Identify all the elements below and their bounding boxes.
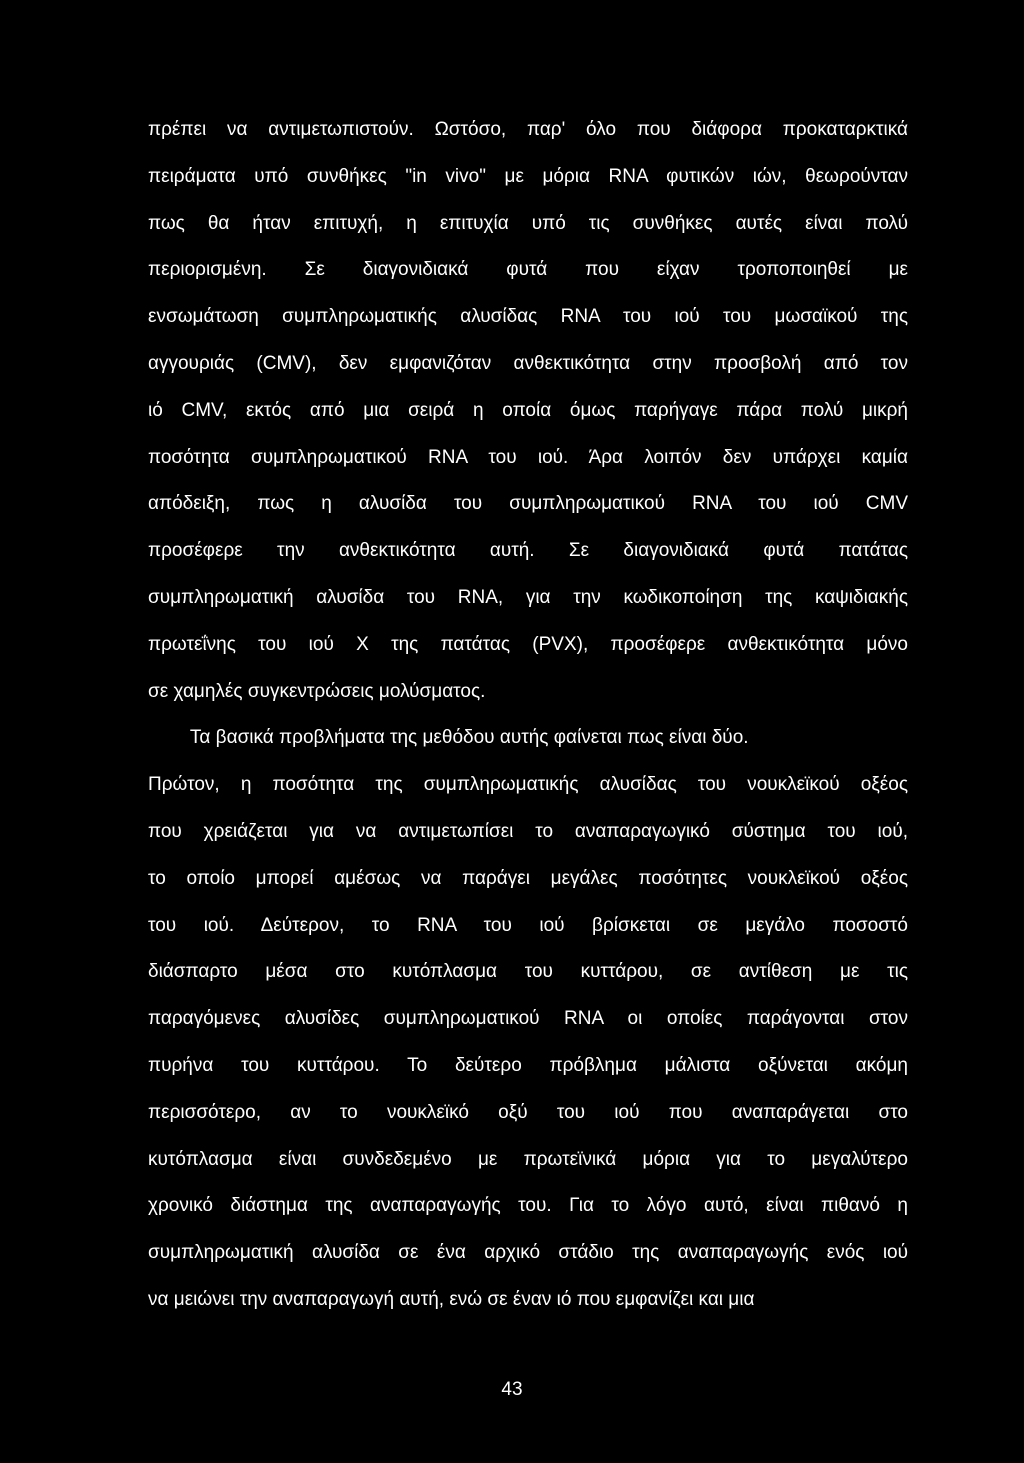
text-line: πειράματα υπό συνθήκες "in vivo" με μόρια RNA φυτικών ιών, θεωρούνταν (148, 165, 908, 187)
text-line: περισσότερο, αν το νουκλεϊκό οξύ του ιού που αναπαράγεται στο (148, 1101, 908, 1123)
text-line: πυρήνα του κυττάρου. Το δεύτερο πρόβλημα μάλιστα οξύνεται ακόμη (148, 1054, 908, 1076)
text-line: σε χαμηλές συγκεντρώσεις μολύσματος. (148, 680, 486, 702)
text-line: πως θα ήταν επιτυχή, η επιτυχία υπό τις συνθήκες αυτές είναι πολύ (148, 212, 908, 234)
text-line: Πρώτον, η ποσότητα της συμπληρωματικής αλυσίδας του νουκλεϊκού οξέος (148, 774, 908, 796)
text-line: διάσπαρτο μέσα στο κυτόπλασμα του κυττάρου, σε αντίθεση με τις (148, 961, 908, 983)
page-number: 43 (501, 1379, 523, 1400)
text-line: συμπληρωματική αλυσίδα του RNA, για την κωδικοποίηση της καψιδιακής (148, 586, 908, 608)
text-line: ποσότητα συμπληρωματικού RNA του ιού. Άρα λοιπόν δεν υπάρχει καμία (148, 446, 908, 468)
text-line: Τα βασικά προβλήματα της μεθόδου αυτής φαίνεται πως είναι δύο. (148, 727, 749, 749)
text-line: παραγόμενες αλυσίδες συμπληρωματικού RNA οι οποίες παράγονται στον (148, 1008, 908, 1030)
body-text (148, 113, 908, 1330)
text-line: το οποίο μπορεί αμέσως να παράγει μεγάλες ποσότητες νουκλεϊκού οξέος (148, 867, 908, 889)
text-line: απόδειξη, πως η αλυσίδα του συμπληρωματικού RNA του ιού CMV (148, 493, 908, 515)
text-line: χρονικό διάστημα της αναπαραγωγής του. Για το λόγο αυτό, είναι πιθανό η (148, 1195, 908, 1217)
text-line: προσέφερε την ανθεκτικότητα αυτή. Σε διαγονιδιακά φυτά πατάτας (148, 540, 908, 562)
text-line: πρωτεΐνης του ιού Χ της πατάτας (PVX), προσέφερε ανθεκτικότητα μόνο (148, 633, 908, 655)
text-line: συμπληρωματική αλυσίδα σε ένα αρχικό στάδιο της αναπαραγωγής ενός ιού (148, 1242, 908, 1264)
text-line: που χρειάζεται για να αντιμετωπίσει το αναπαραγωγικό σύστημα του ιού, (148, 820, 908, 842)
text-line: περιορισμένη. Σε διαγονιδιακά φυτά που είχαν τροποποιηθεί με (148, 259, 908, 281)
text-line: ενσωμάτωση συμπληρωματικής αλυσίδας RNA του ιού του μωσαϊκού της (148, 306, 908, 328)
text-line: του ιού. Δεύτερον, το RNA του ιού βρίσκεται σε μεγάλο ποσοστό (148, 914, 908, 936)
text-line: να μειώνει την αναπαραγωγή αυτή, ενώ σε έναν ιό που εμφανίζει και μια (148, 1288, 755, 1310)
text-line: κυτόπλασμα είναι συνδεδεμένο με πρωτεϊνικά μόρια για το μεγαλύτερο (148, 1148, 908, 1170)
text-line: αγγουριάς (CMV), δεν εμφανιζόταν ανθεκτικότητα στην προσβολή από τον (148, 352, 908, 374)
text-line: πρέπει να αντιμετωπιστούν. Ωστόσο, παρ' όλο που διάφορα προκαταρκτικά (148, 119, 908, 140)
text-line: ιό CMV, εκτός από μια σειρά η οποία όμως παρήγαγε πάρα πολύ μικρή (148, 399, 908, 421)
